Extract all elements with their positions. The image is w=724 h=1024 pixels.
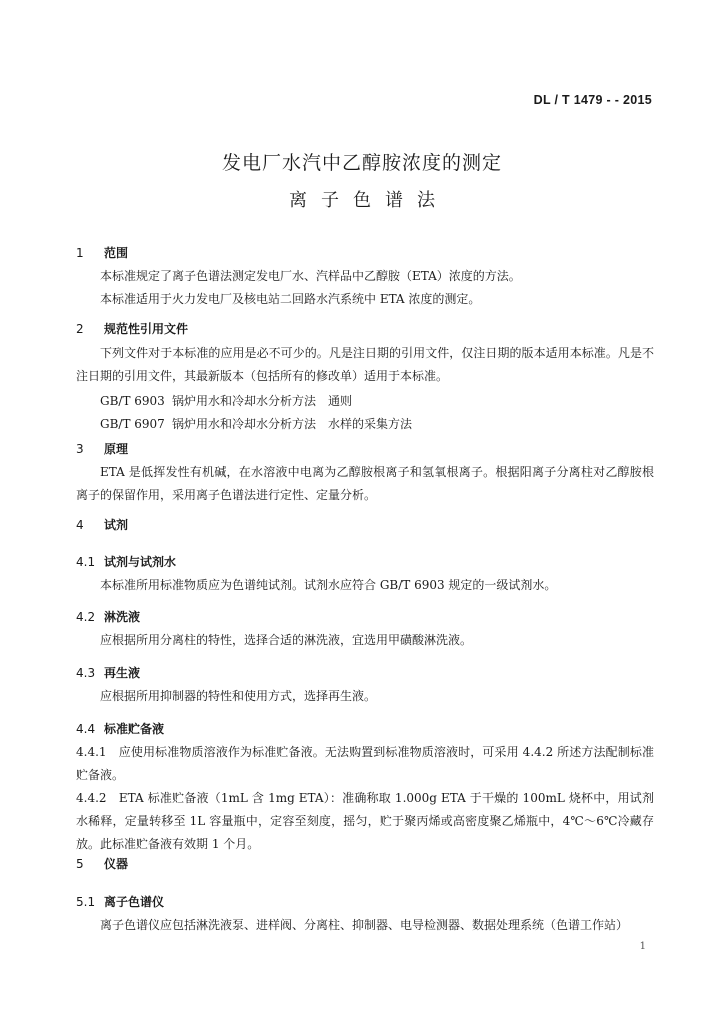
- section-4-4-heading: [76, 720, 164, 737]
- reference-code: GB/T 6907: [100, 417, 165, 431]
- standard-code: DL / T 1479 - - 2015: [533, 93, 652, 107]
- page-number: 1: [639, 941, 646, 952]
- section-number: 4: [76, 518, 84, 532]
- section-2-heading: [76, 320, 188, 337]
- section-title: 范围: [104, 246, 129, 260]
- section-5-heading: [76, 855, 128, 872]
- section-number: 4.2: [76, 610, 96, 624]
- section-2-paragraph-1: 下列文件对于本标准的应用是必不可少的。凡是注日期的引用文件，仅注日期的版本适用本标准。凡是不注日期的引用文件，其最新版本（包括所有的修改单）适用于本标准。: [76, 346, 654, 383]
- section-title: 标准贮备液: [104, 722, 165, 736]
- section-4-2-heading: [76, 608, 140, 625]
- section-4-3-heading: [76, 664, 140, 681]
- document-subtitle: 离子色谱法: [289, 190, 449, 211]
- section-title: 再生液: [104, 666, 141, 680]
- section-number: 4.4: [76, 722, 96, 736]
- reference-code: GB/T 6903: [100, 394, 165, 408]
- section-1-paragraph-1: 本标准规定了离子色谱法测定发电厂水、汽样品中乙醇胺（ETA）浓度的方法。: [100, 269, 521, 283]
- section-5-1-paragraph: 离子色谱仪应包括淋洗液泵、进样阀、分离柱、抑制器、电导检测器、数据处理系统（色谱工作站）: [100, 918, 629, 932]
- section-title: 试剂: [104, 518, 129, 532]
- section-number: 5: [76, 857, 84, 871]
- section-number: 1: [76, 246, 84, 260]
- section-number: 2: [76, 322, 84, 336]
- section-title: 离子色谱仪: [104, 895, 165, 909]
- section-number: 5.1: [76, 895, 96, 909]
- section-1-heading: [76, 244, 128, 261]
- section-title: 原理: [104, 442, 129, 456]
- reference-title: 锅炉用水和冷却水分析方法 通则: [172, 394, 353, 408]
- section-4-3-paragraph: 应根据所用抑制器的特性和使用方式，选择再生液。: [100, 689, 377, 703]
- section-number: 3: [76, 442, 84, 456]
- section-title: 试剂与试剂水: [104, 555, 177, 569]
- section-title: 规范性引用文件: [104, 322, 189, 336]
- section-number: 4.1: [76, 555, 96, 569]
- section-3-heading: [76, 440, 128, 457]
- clause-4-4-2: 4.4.2 ETA 标准贮备液（1mL 含 1mg ETA）：准确称取 1.000g ETA 于干燥的 100mL 烧杯中，用试剂水稀释，定量转移至 1L 容量瓶中，定容至刻度，摇匀，贮于聚丙烯或高密度聚乙烯瓶中，4℃～6℃冷藏存放。此标准贮备液有效期 1 个月。: [76, 791, 654, 851]
- clause-4-4-1: 4.4.1 应使用标准物质溶液作为标准贮备液。无法购置到标准物质溶液时，可采用 4.4.2 所述方法配制标准贮备液。: [76, 745, 654, 782]
- section-5-1-heading: [76, 893, 164, 910]
- section-title: 淋洗液: [104, 610, 141, 624]
- section-number: 4.3: [76, 666, 96, 680]
- section-3-paragraph-1: ETA 是低挥发性有机碱，在水溶液中电离为乙醇胺根离子和氢氧根离子。根据阳离子分离柱对乙醇胺根离子的保留作用，采用离子色谱法进行定性、定量分析。: [76, 465, 654, 502]
- reference-title: 锅炉用水和冷却水分析方法 水样的采集方法: [172, 417, 413, 431]
- section-title: 仪器: [104, 857, 129, 871]
- section-1-paragraph-2: 本标准适用于火力发电厂及核电站二回路水汽系统中 ETA 浓度的测定。: [100, 292, 481, 306]
- section-4-heading: [76, 516, 128, 533]
- section-4-1-heading: [76, 553, 176, 570]
- section-4-2-paragraph: 应根据所用分离柱的特性，选择合适的淋洗液，宜选用甲磺酸淋洗液。: [100, 633, 473, 647]
- document-title: 发电厂水汽中乙醇胺浓度的测定: [221, 152, 502, 174]
- reference-item: [100, 392, 352, 409]
- reference-item: [100, 415, 412, 432]
- section-4-1-paragraph: 本标准所用标准物质应为色谱纯试剂。试剂水应符合 GB/T 6903 规定的一级试剂水。: [100, 578, 557, 592]
